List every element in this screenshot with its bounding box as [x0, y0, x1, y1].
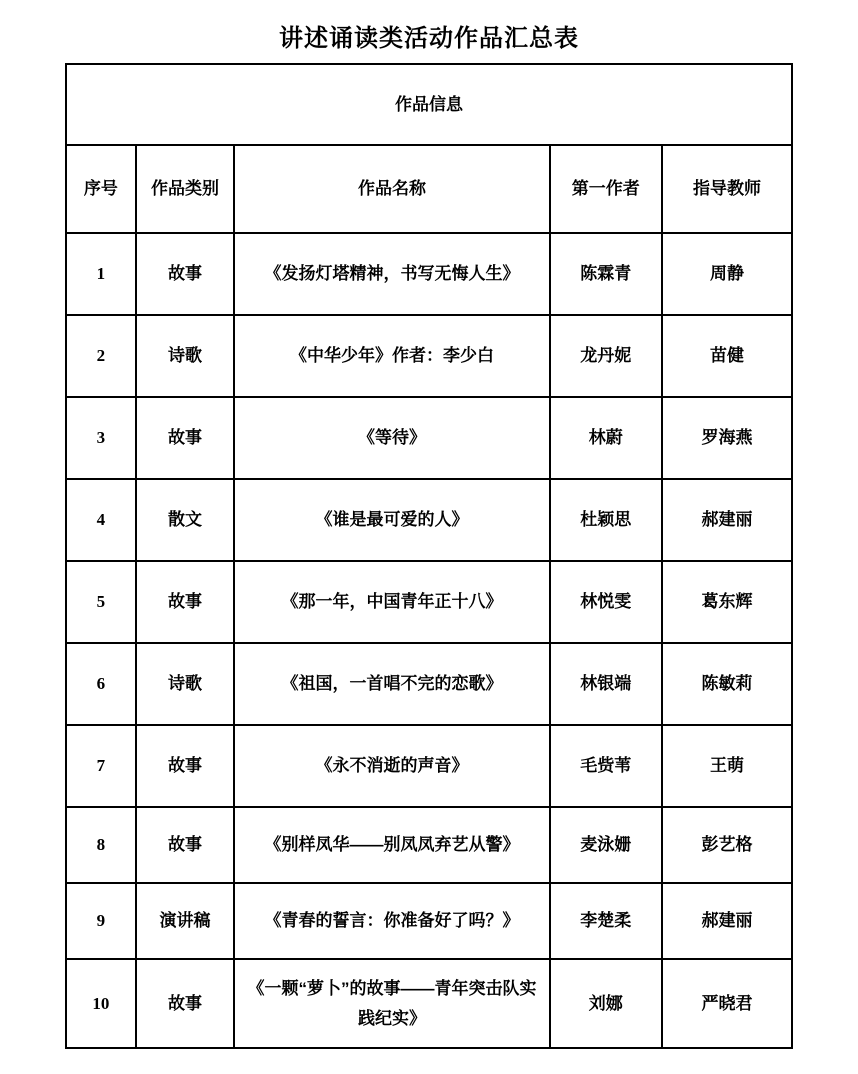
table-row	[66, 807, 792, 883]
cell-author: 林蔚	[550, 397, 663, 479]
col-header-teacher: 指导教师	[662, 145, 792, 233]
cell-author: 陈霖青	[550, 233, 663, 315]
cell-category: 故事	[136, 725, 235, 807]
group-header-work-info: 作品信息	[66, 64, 792, 145]
cell-category: 诗歌	[136, 643, 235, 725]
cell-category: 故事	[136, 233, 235, 315]
cell-no: 8	[66, 807, 136, 883]
cell-no: 4	[66, 479, 136, 561]
table-row	[66, 561, 792, 643]
cell-teacher: 陈敏莉	[662, 643, 792, 725]
table-row	[66, 883, 792, 959]
cell-category: 故事	[136, 561, 235, 643]
cell-teacher: 王萌	[662, 725, 792, 807]
cell-no: 5	[66, 561, 136, 643]
cell-author: 毛赀苇	[550, 725, 663, 807]
cell-title: 《祖国，一首唱不完的恋歌》	[234, 643, 549, 725]
cell-category: 演讲稿	[136, 883, 235, 959]
cell-no: 7	[66, 725, 136, 807]
cell-category: 诗歌	[136, 315, 235, 397]
cell-teacher: 罗海燕	[662, 397, 792, 479]
cell-author: 龙丹妮	[550, 315, 663, 397]
table-row	[66, 643, 792, 725]
cell-teacher: 郝建丽	[662, 883, 792, 959]
table-group-header-row	[66, 64, 792, 145]
cell-no: 10	[66, 959, 136, 1048]
cell-title: 《谁是最可爱的人》	[234, 479, 549, 561]
cell-teacher: 苗健	[662, 315, 792, 397]
table-row	[66, 315, 792, 397]
table-row	[66, 725, 792, 807]
cell-no: 1	[66, 233, 136, 315]
cell-title: 《那一年，中国青年正十八》	[234, 561, 549, 643]
cell-title: 《青春的誓言：你准备好了吗？》	[234, 883, 549, 959]
col-header-no: 序号	[66, 145, 136, 233]
cell-teacher: 彭艺格	[662, 807, 792, 883]
cell-author: 杜颖思	[550, 479, 663, 561]
cell-category: 散文	[136, 479, 235, 561]
cell-category: 故事	[136, 807, 235, 883]
cell-no: 9	[66, 883, 136, 959]
col-header-title: 作品名称	[234, 145, 549, 233]
cell-no: 6	[66, 643, 136, 725]
cell-category: 故事	[136, 397, 235, 479]
cell-title: 《等待》	[234, 397, 549, 479]
cell-category: 故事	[136, 959, 235, 1048]
cell-teacher: 严晓君	[662, 959, 792, 1048]
cell-title: 《别样凤华——别凤凤弃艺从警》	[234, 807, 549, 883]
cell-teacher: 葛东辉	[662, 561, 792, 643]
cell-author: 林悦雯	[550, 561, 663, 643]
cell-title: 《一颗“萝卜”的故事——青年突击队实践纪实》	[234, 959, 549, 1048]
cell-title: 《发扬灯塔精神，书写无悔人生》	[234, 233, 549, 315]
page-title: 讲述诵读类活动作品汇总表	[279, 26, 579, 52]
cell-author: 李楚柔	[550, 883, 663, 959]
table-row	[66, 479, 792, 561]
cell-author: 麦泳姗	[550, 807, 663, 883]
cell-no: 2	[66, 315, 136, 397]
cell-title: 《永不消逝的声音》	[234, 725, 549, 807]
cell-author: 刘娜	[550, 959, 663, 1048]
cell-title: 《中华少年》作者：李少白	[234, 315, 549, 397]
cell-teacher: 郝建丽	[662, 479, 792, 561]
cell-teacher: 周静	[662, 233, 792, 315]
table-column-header-row	[66, 145, 792, 233]
table-row	[66, 233, 792, 315]
col-header-author: 第一作者	[550, 145, 663, 233]
cell-author: 林银端	[550, 643, 663, 725]
works-summary-table	[65, 63, 793, 1049]
cell-no: 3	[66, 397, 136, 479]
table-row	[66, 959, 792, 1048]
table-row	[66, 397, 792, 479]
col-header-category: 作品类别	[136, 145, 235, 233]
